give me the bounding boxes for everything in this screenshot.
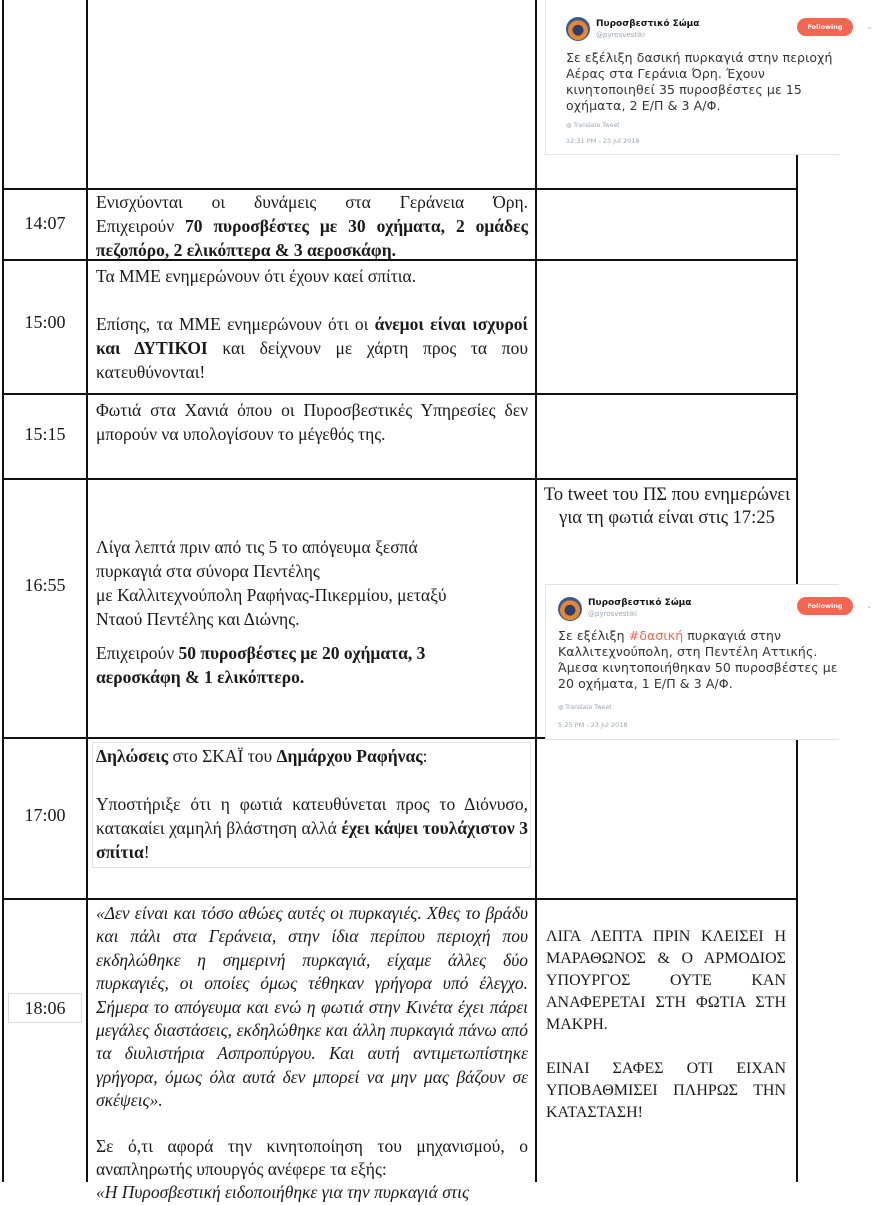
column-divider-time	[86, 0, 88, 1182]
row-note: Το tweet του ΠΣ που ενημερώνει για τη φωτιά είναι στις 17:25	[543, 485, 791, 528]
embedded-tweet	[545, 584, 839, 740]
row-description: Φωτιά στα Χανιά όπου οι Πυροσβεστικές Υπηρεσίες δεν μπορούν να υπολογίσουν το μέγεθός της.	[96, 400, 528, 444]
hashtag-link[interactable]: #δασική	[628, 628, 684, 643]
row-time: 15:15	[24, 424, 66, 444]
row-description: Ενισχύονται οι δυνάμεις στα Γεράνεια Όρη. Επιχειρούν 70 πυροσβέστες με 30 οχήματα, 2 ομάδες πεζοπόρο, 2 ελικόπτερα & 3 αεροσκάφη.	[96, 192, 528, 260]
tweet-account-name[interactable]: Πυροσβεστικό Σώμα	[588, 598, 692, 608]
fire-service-emblem-icon	[558, 597, 582, 621]
chevron-down-icon[interactable]: ⌄	[866, 22, 873, 31]
row-divider	[2, 898, 798, 900]
row-time: 15:00	[24, 312, 66, 332]
row-time: 17:00	[24, 805, 66, 825]
row-description: «Δεν είναι και τόσο αθώες αυτές οι πυρκαγιές. Χθες το βράδυ και πάλι στα Γεράνεια, στην ίδια περίπου περιοχή που εκδηλώθηκε η σημερινή πυρκαγιά, είχαμε άλλες δύο πυρκαγιές, οι οποίες όμως τέθηκαν γρήγορα υπό έλεγχο. Σήμερα το απόγευμα και ενώ η φωτιά στην Κινέτα έχει πάρει μεγάλες διαστάσεις, εκδηλώθηκε και άλλη πυρκαγιά πάνω από τα διυλιστήρια Ασπροπύργου. Και αυτή αντιμετωπίστηκε γρήγορα, όμως όλα αυτά δεν μπορεί να μην μας βάζουν σε σκέψεις». Σε ό,τι αφορά την κινητοποίηση του μηχανισμού, ο αναπληρωτής υπουργός ανέφερε τα εξής: «Η Πυροσβεστική ειδοποιήθηκε για την πυρκαγιά στις	[96, 903, 528, 1203]
chevron-down-icon[interactable]: ⌄	[866, 601, 873, 610]
embedded-tweet	[545, 0, 839, 155]
tweet-handle[interactable]: @pyrosvestiki	[596, 31, 646, 39]
translate-tweet-link[interactable]: ◍ Translate Tweet	[566, 122, 620, 129]
globe-icon: ◍	[566, 122, 574, 129]
row-divider	[2, 478, 798, 480]
tweet-text: Σε εξέλιξη #δασική πυρκαγιά στην Καλλιτεχνούπολη, στη Πεντέλη Αττικής. Άμεσα κινητοποιήθηκαν 50 πυροσβέστες με 20 οχήματα, 1 Ε/Π & 3 Α/Φ.	[558, 628, 838, 691]
row-description: Τα ΜΜΕ ενημερώνουν ότι έχουν καεί σπίτια. Επίσης, τα ΜΜΕ ενημερώνουν ότι οι άνεμοι είναι ισχυροί και ΔΥΤΙΚΟΙ και δείχνουν με χάρτη προς τα που κατευθύνονται!	[96, 266, 528, 382]
tweet-timestamp[interactable]: 12:31 PM - 23 Jul 2018	[566, 137, 640, 145]
row-note: ΛΙΓΑ ΛΕΠΤΑ ΠΡΙΝ ΚΛΕΙΣΕΙ Η ΜΑΡΑΘΩΝΟΣ & Ο ΑΡΜΟΔΙΟΣ ΥΠΟΥΡΓΟΣ ΟΥΤΕ ΚΑΝ ΑΝΑΦΕΡΕΤΑΙ ΣΤΗ ΦΩΤΙΑ ΣΤΗ ΜΑΚΡΗ. ΕΙΝΑΙ ΣΑΦΕΣ ΟΤΙ ΕΙΧΑΝ ΥΠΟΒΑΘΜΙΣΕΙ ΠΛΗΡΩΣ ΤΗΝ ΚΑΤΑΣΤΑΣΗ!	[546, 928, 786, 1121]
row-divider	[2, 393, 798, 395]
tweet-text: Σε εξέλιξη δασική πυρκαγιά στην περιοχή Αέρας στα Γεράνια Όρη. Έχουν κινητοποιηθεί 35 πυροσβέστες με 15 οχήματα, 2 Ε/Π & 3 Α/Φ.	[566, 50, 833, 113]
row-time: 18:06	[8, 993, 82, 1023]
following-button[interactable]: Following	[797, 597, 853, 615]
column-divider-notes	[535, 0, 537, 1182]
translate-tweet-link[interactable]: ◍ Translate Tweet	[558, 704, 612, 711]
globe-icon: ◍	[558, 704, 566, 711]
row-description: Δηλώσεις στο ΣΚΑΪ του Δημάρχου Ραφήνας: Υποστήριξε ότι η φωτιά κατευθύνεται προς το Διόνυσο, κατακαίει χαμηλή βλάστηση αλλά έχει κάψει τουλάχιστον 3 σπίτια!	[96, 746, 528, 862]
row-time: 16:55	[24, 575, 66, 595]
tweet-account-name[interactable]: Πυροσβεστικό Σώμα	[596, 19, 700, 29]
tweet-handle[interactable]: @pyrosvestiki	[588, 610, 638, 618]
following-button[interactable]: Following	[797, 18, 853, 36]
fire-service-emblem-icon	[566, 17, 590, 41]
row-time: 14:07	[24, 213, 66, 233]
row-description: Λίγα λεπτά πριν από τις 5 το απόγευμα ξεσπά πυρκαγιά στα σύνορα Πεντέλης με Καλλιτεχνούπολη Ραφήνας-Πικερμίου, μεταξύ Νταού Πεντέλης και Διώνης. Επιχειρούν 50 πυροσβέστες με 20 οχήματα, 3 αεροσκάφη & 1 ελικόπτερο.	[96, 537, 447, 687]
tweet-timestamp[interactable]: 5:25 PM - 23 Jul 2018	[558, 721, 628, 729]
